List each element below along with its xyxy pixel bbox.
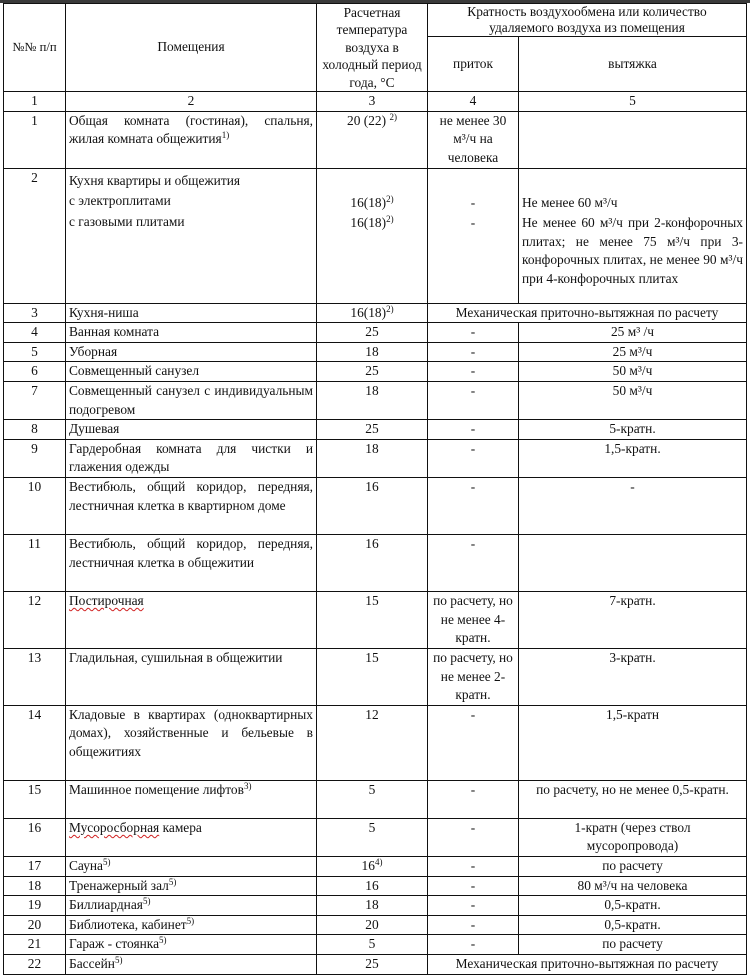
room-text: Постирочная [69, 592, 144, 608]
room-name [66, 168, 317, 303]
exhaust: 0,5-кратн. [519, 896, 747, 916]
exhaust: 1-кратн (через ствол мусоропровода) [519, 818, 747, 856]
row-number: 7 [4, 382, 66, 420]
room-name: Кладовые в квартирах (одноквартирных домах), хозяйственные и бельевые в общежитиях [66, 705, 317, 780]
exhaust: 0,5-кратн. [519, 915, 747, 935]
table-row [4, 382, 747, 420]
temperature: 15 [317, 648, 428, 705]
temperature: 18 [317, 896, 428, 916]
room-name: Совмещенный санузел [66, 362, 317, 382]
room-text: Сауна [69, 857, 103, 873]
room-text: Общая комната (гостиная), спальня, жилая комната общежития [69, 112, 313, 147]
supply-entry: - [470, 215, 476, 231]
temperature: 5 [317, 935, 428, 955]
footnote-ref: 2) [389, 111, 397, 122]
row-number: 13 [4, 648, 66, 705]
temperature: 20 [317, 915, 428, 935]
temp-value: 16 [361, 857, 375, 873]
row-number: 11 [4, 534, 66, 591]
exhaust: - [519, 477, 747, 534]
exhaust: 80 м³/ч на человека [519, 876, 747, 896]
footnote-ref: 2) [386, 214, 394, 225]
table-row [4, 362, 747, 382]
header-exhaust: вытяжка [519, 37, 747, 92]
supply: - [428, 780, 519, 818]
numbering-row [4, 92, 747, 112]
footnote-ref: 3) [243, 780, 252, 791]
row-number: 22 [4, 954, 66, 974]
exhaust: 1,5-кратн. [519, 439, 747, 477]
room-name [66, 591, 317, 648]
room-name [66, 856, 317, 876]
supply: - [428, 935, 519, 955]
table-row [4, 818, 747, 856]
row-number: 19 [4, 896, 66, 916]
room-text: Машинное помещение лифтов [69, 781, 244, 797]
supply: - [428, 915, 519, 935]
room-name [66, 896, 317, 916]
table-row [4, 420, 747, 440]
exhaust: 25 м³ /ч [519, 323, 747, 343]
supply: - [428, 477, 519, 534]
table-row [4, 168, 747, 303]
table-row [4, 935, 747, 955]
table-row [4, 439, 747, 477]
table-row [4, 648, 747, 705]
row-number: 16 [4, 818, 66, 856]
row-number: 18 [4, 876, 66, 896]
supply-entry: - [470, 194, 476, 210]
supply: - [428, 876, 519, 896]
exhaust: 50 м³/ч [519, 362, 747, 382]
room-name [66, 935, 317, 955]
temperature: 16 [317, 477, 428, 534]
temperature: 16 [317, 534, 428, 591]
supply: не менее 30 м³/ч на человека [428, 111, 519, 168]
row-number: 10 [4, 477, 66, 534]
supply: - [428, 818, 519, 856]
ventilation-table [3, 3, 747, 975]
header-number: №№ п/п [4, 4, 66, 92]
row-number: 17 [4, 856, 66, 876]
exhaust: 7-кратн. [519, 591, 747, 648]
room-name: Душевая [66, 420, 317, 440]
room-name: Гладильная, сушильная в общежитии [66, 648, 317, 705]
table-row [4, 111, 747, 168]
room-name: Вестибюль, общий коридор, передняя, лестничная клетка в общежитии [66, 534, 317, 591]
header-row [4, 4, 747, 37]
supply: по расчету, но не менее 2-кратн. [428, 648, 519, 705]
exhaust-entry: Не менее 60 м³/ч при 2-конфорочных плитах; не менее 75 м³/ч при 3-конфорочных плитах, не менее 90 м³/ч при 4-конфорочных плитах [522, 215, 744, 286]
temperature: 25 [317, 323, 428, 343]
row-number: 4 [4, 323, 66, 343]
row-number: 14 [4, 705, 66, 780]
exhaust [519, 111, 747, 168]
col-number-3: 3 [317, 92, 428, 112]
room-name [66, 780, 317, 818]
row-number: 20 [4, 915, 66, 935]
temp-entry [320, 212, 424, 233]
temp-entry [320, 191, 424, 213]
ventilation-merged: Механическая приточно-вытяжная по расчету [428, 303, 747, 323]
supply: - [428, 420, 519, 440]
room-name: Ванная комната [66, 323, 317, 343]
header-temperature: Расчетная температура воздуха в холодный период года, °С [317, 4, 428, 92]
footnote-ref: 5) [159, 935, 167, 946]
temperature: 18 [317, 382, 428, 420]
room-text: Тренажерный зал [69, 877, 169, 893]
table-row [4, 915, 747, 935]
exhaust: 1,5-кратн [519, 705, 747, 780]
table-row [4, 323, 747, 343]
table-row [4, 954, 747, 974]
temperature [317, 111, 428, 168]
temp-value: 16(18) [350, 215, 387, 231]
temperature [317, 303, 428, 323]
row-number: 5 [4, 342, 66, 362]
room-name: Вестибюль, общий коридор, передняя, лестничная клетка в квартирном доме [66, 477, 317, 534]
room-name: Кухня-ниша [66, 303, 317, 323]
room-text: Гараж - стоянка [69, 936, 160, 952]
col-number-5: 5 [519, 92, 747, 112]
footnote-ref: 5) [114, 954, 123, 965]
row-number: 15 [4, 780, 66, 818]
temperature: 18 [317, 439, 428, 477]
exhaust: по расчету [519, 856, 747, 876]
supply: - [428, 323, 519, 343]
exhaust: по расчету [519, 935, 747, 955]
exhaust [519, 534, 747, 591]
room-name [66, 111, 317, 168]
row-number: 3 [4, 303, 66, 323]
exhaust: 3-кратн. [519, 648, 747, 705]
temperature: 5 [317, 818, 428, 856]
table-row [4, 477, 747, 534]
supply: - [428, 342, 519, 362]
room-name [66, 818, 317, 856]
room-name [66, 915, 317, 935]
row-number: 2 [4, 168, 66, 303]
temperature: 16 [317, 876, 428, 896]
footnote-ref: 5) [168, 876, 177, 887]
footnote-ref: 5) [186, 915, 195, 926]
supply: - [428, 439, 519, 477]
footnote-ref: 5) [142, 896, 151, 907]
temperature: 18 [317, 342, 428, 362]
room-name: Уборная [66, 342, 317, 362]
room-name: Гардеробная комната для чистки и глажения одежды [66, 439, 317, 477]
col-number-1: 1 [4, 92, 66, 112]
room-text: Кухня квартиры и общежития [69, 172, 241, 188]
table-row [4, 705, 747, 780]
exhaust: 25 м³/ч [519, 342, 747, 362]
table-row [4, 534, 747, 591]
table-row [4, 303, 747, 323]
temperature: 25 [317, 954, 428, 974]
temperature: 25 [317, 362, 428, 382]
room-text: Мусоросборная [69, 819, 160, 835]
temp-value: 16(18) [350, 194, 387, 210]
room-text: камера [159, 819, 202, 835]
row-number: 8 [4, 420, 66, 440]
table-row [4, 780, 747, 818]
temp-value: 20 (22) [347, 112, 387, 128]
header-room: Помещения [66, 4, 317, 92]
exhaust [519, 168, 747, 303]
supply: - [428, 856, 519, 876]
supply: - [428, 382, 519, 420]
row-number: 6 [4, 362, 66, 382]
row-number: 1 [4, 111, 66, 168]
row-number: 21 [4, 935, 66, 955]
ventilation-merged: Механическая приточно-вытяжная по расчету [428, 954, 747, 974]
room-text: Бассейн [69, 955, 115, 971]
room-subtype: с электроплитами [69, 193, 171, 209]
temperature [317, 856, 428, 876]
table-row [4, 342, 747, 362]
room-text: Библиотека, кабинет [69, 916, 187, 932]
room-subtype: с газовыми плитами [69, 213, 185, 229]
row-number: 12 [4, 591, 66, 648]
table-row [4, 856, 747, 876]
col-number-4: 4 [428, 92, 519, 112]
footnote-ref: 1) [221, 130, 230, 141]
table-row [4, 896, 747, 916]
exhaust-entry: Не менее 60 м³/ч [522, 194, 618, 210]
exhaust: по расчету, но не менее 0,5-кратн. [519, 780, 747, 818]
temperature: 15 [317, 591, 428, 648]
room-text: Биллиардная [69, 897, 143, 913]
supply: по расчету, но не менее 4-кратн. [428, 591, 519, 648]
supply [428, 168, 519, 303]
table-row [4, 876, 747, 896]
table-row [4, 591, 747, 648]
room-name: Совмещенный санузел с индивидуальным подогревом [66, 382, 317, 420]
temperature: 25 [317, 420, 428, 440]
exhaust: 50 м³/ч [519, 382, 747, 420]
temperature: 12 [317, 705, 428, 780]
col-number-2: 2 [66, 92, 317, 112]
header-supply: приток [428, 37, 519, 92]
temp-value: 16(18) [350, 304, 387, 320]
exhaust: 5-кратн. [519, 420, 747, 440]
row-number: 9 [4, 439, 66, 477]
footnote-ref: 2) [386, 193, 394, 204]
temperature [317, 168, 428, 303]
supply: - [428, 896, 519, 916]
header-air-exchange: Кратность воздухообмена или количество удаляемого воздуха из помещения [428, 4, 747, 37]
footnote-ref: 4) [374, 856, 383, 867]
footnote-ref: 2) [386, 303, 394, 314]
room-name [66, 954, 317, 974]
footnote-ref: 5) [103, 856, 111, 867]
supply: - [428, 362, 519, 382]
supply: - [428, 705, 519, 780]
supply: - [428, 534, 519, 591]
room-name [66, 876, 317, 896]
temperature: 5 [317, 780, 428, 818]
